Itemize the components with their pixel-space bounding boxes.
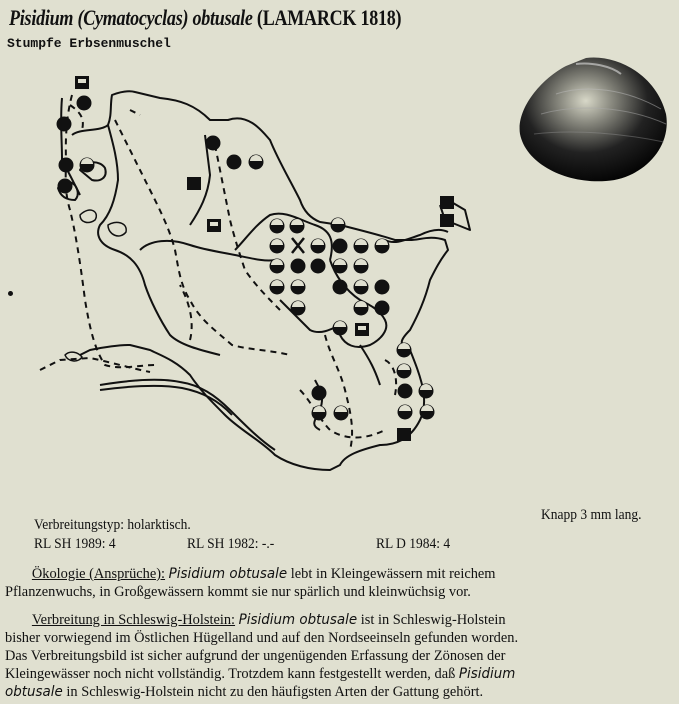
common-name: Stumpfe Erbsenmuschel	[7, 36, 171, 51]
clam-shell-icon	[516, 54, 672, 186]
ecology-text: Pflanzenwuchs, in Großgewässern kommt sie nur spärlich und kleinwüchsig vor.	[5, 584, 471, 600]
red-list-sh-1982: RL SH 1982: -.-	[187, 536, 275, 552]
distribution-species: Pisidium	[458, 666, 516, 682]
distribution-text: bisher vorwiegend im Östlichen Hügelland und auf den Nordseeinseln gefunden worden.	[5, 630, 519, 646]
distribution-type: Verbreitungstyp: holarktisch.	[34, 517, 191, 533]
distribution-text: Das Verbreitungsbild ist sicher aufgrund der ungenügenden Erfassung der Zönosen der	[5, 648, 506, 664]
stray-dot	[8, 291, 13, 296]
distribution-paragraph	[5, 611, 674, 701]
ecology-species: Pisidium obtusale	[168, 566, 288, 582]
distribution-map	[0, 60, 500, 490]
distribution-text: Kleingewässer noch nicht vollständig. Trotzdem kann festgestellt werden, daß	[5, 666, 459, 682]
red-list-d-1984: RL D 1984: 4	[376, 536, 451, 552]
size-note: Knapp 3 mm lang.	[541, 507, 642, 523]
ecology-paragraph	[5, 565, 674, 601]
page-title	[9, 5, 401, 31]
ecology-heading: Ökologie (Ansprüche):	[31, 566, 166, 582]
distribution-species: obtusale	[5, 684, 63, 700]
red-list-sh-1989: RL SH 1989: 4	[34, 536, 116, 552]
distribution-text: in Schleswig-Holstein nicht zu den häufigsten Arten der Gattung gehört.	[62, 684, 484, 700]
species-name: Pisidium (Cymatocyclas) obtusale	[9, 5, 253, 30]
ecology-text: lebt in Kleingewässern mit reichem	[287, 566, 496, 582]
distribution-heading: Verbreitung in Schleswig-Holstein:	[31, 612, 236, 628]
distribution-text: ist in Schleswig-Holstein	[357, 612, 506, 628]
distribution-species: Pisidium obtusale	[238, 612, 358, 628]
species-author: (LAMARCK 1818)	[256, 5, 402, 30]
